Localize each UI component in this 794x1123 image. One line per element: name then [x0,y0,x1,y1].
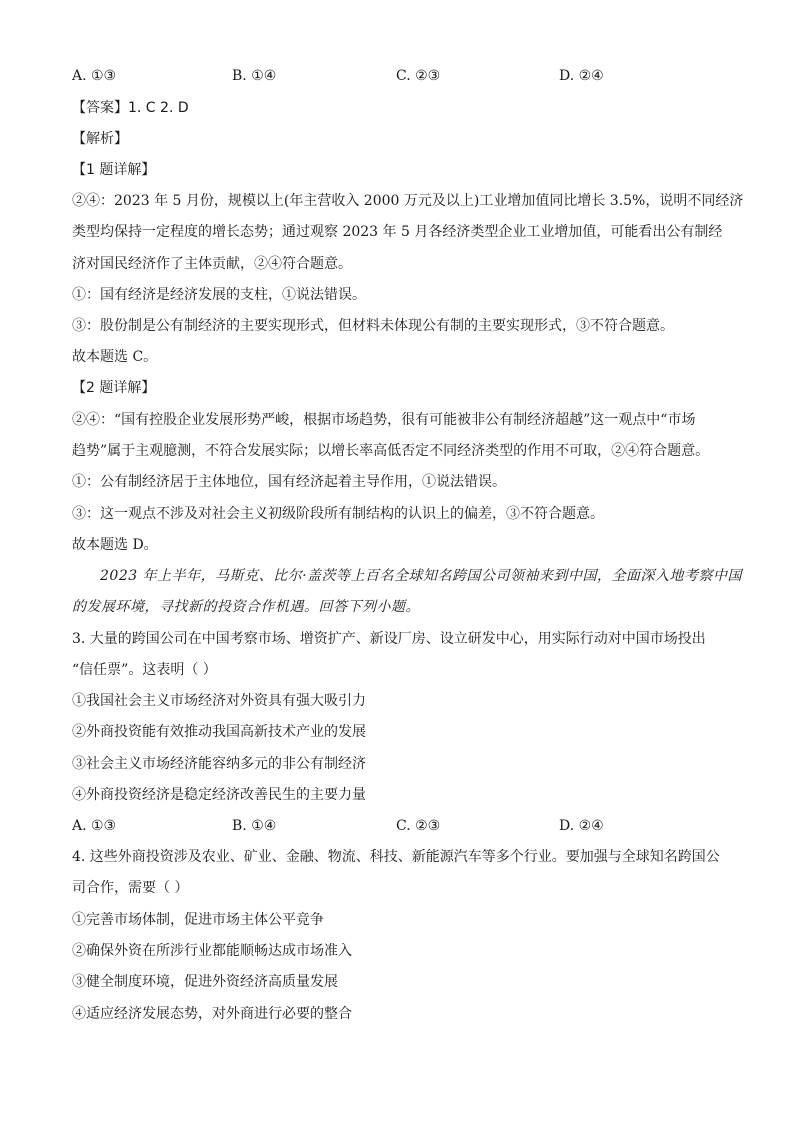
q1-paragraph-line: 类型均保持一定程度的增长态势；通过观察 2023 年 5 月各经济类型企业工业增加值，可能看出公有制经 [72,224,723,240]
q1-2-options-row [72,66,722,86]
q4-stem-line: 4. 这些外商投资涉及农业、矿业、金融、物流、科技、新能源汽车等多个行业。要加强与全球知名跨国公 [72,849,720,865]
option-b: B. ①④ [232,68,277,84]
option-d: D. ②④ [559,818,604,834]
q1-detail-header: 【1 题详解】 [72,162,156,178]
q3-stem-line: “信任票”。这表明（ ） [72,662,217,678]
q4-stem-line: 司合作，需要（ ） [72,880,189,896]
q1-explanation-3: ③：股份制是公有制经济的主要实现形式，但材料未体现公有制的主要实现形式，③不符合题意。 [72,318,674,334]
option-a: A. ①③ [72,818,117,834]
q2-paragraph-line: 趋势”属于主观臆测，不符合发展实际；以增长率高低否定不同经济类型的作用不可取，②④符合题意。 [72,443,710,459]
q1-explanation-1: ①：国有经济是经济发展的支柱，①说法错误。 [72,287,366,303]
option-b: B. ①④ [232,818,277,834]
q3-statement-2: ②外商投资能有效推动我国高新技术产业的发展 [72,724,366,740]
q3-stem-line: 3. 大量的跨国公司在中国考察市场、增资扩产、新设厂房、设立研发中心，用实际行动对中国市场投出 [72,631,706,647]
option-c: C. ②③ [396,818,441,834]
q3-options-row [72,816,722,836]
answer-line: 【答案】1. C 2. D [72,100,189,116]
q2-explanation-3: ③：这一观点不涉及对社会主义初级阶段所有制结构的认识上的偏差，③不符合题意。 [72,506,604,522]
q1-paragraph-line: ②④：2023 年 5 月份，规模以上(年主营收入 2000 万元及以上)工业增加值同比增长 3.5%，说明不同经济 [72,193,744,209]
analysis-label: 【解析】 [72,131,128,147]
option-c: C. ②③ [396,68,441,84]
q2-explanation-1: ①：公有制经济居于主体地位，国有经济起着主导作用，①说法错误。 [72,474,506,490]
q1-paragraph-line: 济对国民经济作了主体贡献，②④符合题意。 [72,256,352,272]
q4-statement-3: ③健全制度环境，促进外资经济高质量发展 [72,974,338,990]
material-line: 的发展环境，寻找新的投资合作机遇。回答下列小题。 [72,599,420,615]
q2-conclusion: 故本题选 D。 [72,537,158,553]
material-line: 2023 年上半年，马斯克、比尔·盖茨等上百名全球知名跨国公司领袖来到中国，全面深入地考察中国 [100,568,743,584]
q4-statement-1: ①完善市场体制，促进市场主体公平竞争 [72,912,324,928]
q3-statement-1: ①我国社会主义市场经济对外资具有强大吸引力 [72,693,366,709]
q2-detail-header: 【2 题详解】 [72,380,156,396]
q4-statement-4: ④适应经济发展态势，对外商进行必要的整合 [72,1006,352,1022]
q1-conclusion: 故本题选 C。 [72,349,158,365]
q4-statement-2: ②确保外资在所涉行业都能顺畅达成市场准入 [72,943,352,959]
option-d: D. ②④ [559,68,604,84]
q3-statement-4: ④外商投资经济是稳定经济改善民生的主要力量 [72,787,366,803]
q2-paragraph-line: ②④：“国有控股企业发展形势严峻，根据市场趋势，很有可能被非公有制经济超越”这一观点中“市场 [72,412,696,428]
option-a: A. ①③ [72,68,117,84]
q3-statement-3: ③社会主义市场经济能容纳多元的非公有制经济 [72,756,366,772]
